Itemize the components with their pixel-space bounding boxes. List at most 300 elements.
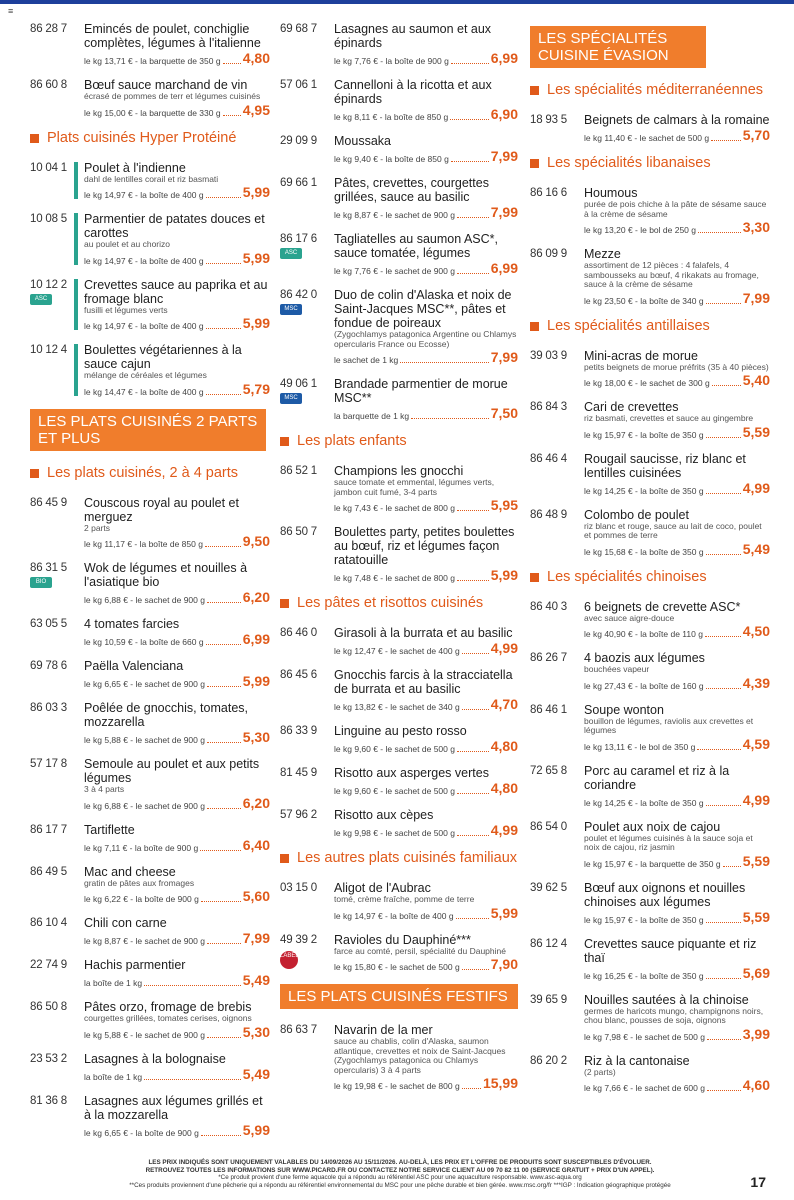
- product-price: 7,99: [490, 204, 518, 220]
- product-code: 86 46 0: [280, 627, 317, 639]
- product-description: courgettes grillées, tomates cerises, oignons: [84, 1013, 252, 1023]
- product-name: Houmous: [584, 186, 638, 200]
- price-row: [84, 51, 270, 66]
- unit-price: le kg 15,97 € - la barquette de 350 g: [584, 858, 721, 869]
- product-name: Ravioles du Dauphiné***: [334, 932, 471, 947]
- product-name: Girasoli à la burrata et au basilic: [334, 626, 513, 640]
- unit-price: le kg 9,60 € - le sachet de 500 g: [334, 786, 455, 796]
- product-code: 86 48 9: [530, 508, 567, 521]
- unit-price: le kg 15,80 € - le sachet de 500 g: [334, 962, 460, 972]
- price-row: [84, 185, 270, 200]
- unit-price: le kg 23,50 € - la boîte de 340 g: [584, 295, 704, 306]
- unit-price: le kg 9,60 € - le sachet de 500 g: [334, 744, 455, 754]
- dot-leader: [706, 554, 741, 555]
- dot-leader: [207, 943, 241, 944]
- product-name: Chili con carne: [84, 916, 167, 930]
- price-row: [84, 382, 270, 397]
- price-row: [334, 739, 518, 754]
- unit-price: le kg 13,11 € - le bol de 350 g: [584, 741, 696, 752]
- product-price: 4,95: [242, 101, 270, 118]
- price-row: [84, 1067, 270, 1082]
- price-row: [584, 854, 770, 869]
- product-price: 5,49: [742, 540, 770, 557]
- product-item: [530, 993, 770, 1042]
- product-description: sauce tomate et emmental, légumes verts, jambon cuit fumé, 3-4 parts: [334, 477, 495, 497]
- product-name: Semoule au poulet et aux petits légumes: [84, 757, 260, 785]
- product-price: 4,70: [490, 696, 518, 712]
- dot-leader: [457, 580, 489, 581]
- section-heading: Les autres plats cuisinés familiaux: [280, 850, 518, 867]
- product-name: Mezze: [584, 247, 621, 261]
- product-description: bouillon de légumes, raviolis aux crevettes et légumes: [584, 715, 754, 735]
- dot-leader: [712, 385, 741, 386]
- unit-price: le kg 6,65 € - la boîte de 900 g: [84, 1127, 199, 1138]
- product-code: 86 20 2: [530, 1054, 567, 1067]
- product-price: 7,99: [490, 349, 518, 365]
- product-code: 57 17 8: [30, 758, 67, 770]
- product-item: [280, 808, 518, 838]
- product-item: [280, 933, 518, 973]
- product-price: 5,99: [490, 567, 518, 583]
- product-name: Mac and cheese: [84, 864, 176, 879]
- product-item: [280, 134, 518, 164]
- product-name: Mini-acras de morue: [584, 348, 698, 363]
- product-price: 5,59: [742, 852, 770, 869]
- product-name: Linguine au pesto rosso: [334, 724, 467, 738]
- dot-leader: [207, 686, 241, 687]
- dot-leader: [206, 263, 241, 264]
- price-row: [334, 641, 518, 656]
- product-item: [530, 186, 770, 235]
- square-bullet-icon: [530, 159, 539, 168]
- product-description: (2 parts): [584, 1066, 616, 1077]
- product-name: Aligot de l'Aubrac: [334, 881, 431, 895]
- unit-price: le kg 7,76 € - le sachet de 900 g: [334, 266, 455, 276]
- price-row: [84, 931, 270, 946]
- dot-leader: [144, 985, 241, 986]
- product-item: [280, 377, 518, 421]
- product-code: 86 42 0: [280, 289, 317, 301]
- square-bullet-icon: [280, 854, 289, 863]
- price-row: [334, 107, 518, 122]
- product-name: Poêlée de gnocchis, tomates, mozzarella: [84, 701, 248, 729]
- product-name: Emincés de poulet, conchiglie complètes, légumes à l'italienne: [84, 22, 261, 50]
- product-code: 81 45 9: [280, 767, 317, 779]
- price-row: [84, 103, 270, 118]
- unit-price: le kg 13,20 € - le bol de 250 g: [584, 225, 696, 235]
- product-item: [30, 659, 270, 689]
- category-bar: [74, 213, 78, 265]
- product-price: 5,79: [242, 380, 270, 397]
- unit-price: le kg 7,43 € - le sachet de 800 g: [334, 503, 455, 513]
- product-price: 7,99: [742, 289, 770, 306]
- product-price: 5,99: [242, 1121, 270, 1138]
- square-bullet-icon: [30, 134, 39, 143]
- msc-label-icon: MSC: [280, 393, 302, 404]
- unit-price: la boîte de 1 kg: [84, 978, 143, 988]
- product-item: [530, 937, 770, 981]
- price-row: [584, 1078, 770, 1093]
- dot-leader: [707, 1090, 741, 1091]
- price-row: [334, 823, 518, 838]
- product-code: 69 68 7: [280, 23, 317, 35]
- product-code: 86 33 9: [280, 725, 317, 737]
- product-item: [280, 288, 518, 365]
- dot-leader: [400, 362, 488, 363]
- dot-leader: [205, 546, 241, 547]
- product-price: 5,60: [242, 888, 270, 904]
- product-code: 86 16 6: [530, 187, 567, 199]
- legal-footer: [60, 1159, 740, 1189]
- product-item: [280, 1023, 518, 1091]
- product-description: écrasé de pommes de terr et légumes cuisinés: [84, 91, 261, 101]
- product-name: Porc au caramel et riz à la coriandre: [584, 763, 730, 792]
- product-item: [30, 757, 270, 811]
- product-item: [30, 865, 270, 905]
- product-code: 81 36 8: [30, 1094, 67, 1107]
- product-item: [530, 247, 770, 306]
- unit-price: le kg 5,88 € - le sachet de 900 g: [84, 1029, 205, 1040]
- dot-leader: [223, 115, 241, 116]
- dot-leader: [707, 1039, 741, 1040]
- product-description: poulet et légumes cuisinés à la sauce soja et noix de cajou, riz jasmin: [584, 832, 753, 852]
- product-price: 6,99: [490, 50, 518, 66]
- price-row: [334, 568, 518, 583]
- product-name: Crevettes sauce piquante et riz thaï: [584, 936, 757, 965]
- product-item: [280, 78, 518, 122]
- dot-leader: [706, 978, 741, 979]
- product-price: 5,99: [242, 184, 270, 200]
- unit-price: le kg 14,97 € - la boîte de 400 g: [84, 190, 204, 200]
- dot-leader: [462, 969, 489, 970]
- column-3: [530, 22, 770, 1105]
- product-price: 4,80: [242, 50, 270, 66]
- product-name: Wok de légumes et nouilles à l'asiatique bio: [84, 561, 248, 589]
- price-row: [84, 674, 270, 689]
- product-price: 5,30: [242, 1023, 270, 1040]
- dot-leader: [206, 394, 241, 395]
- product-code: 86 17 6: [280, 233, 317, 245]
- product-name: Boulettes party, petites boulettes au bœuf, riz et légumes façon ratatouille: [334, 525, 515, 567]
- price-row: [584, 910, 770, 925]
- section-heading: Les plats cuisinés, 2 à 4 parts: [30, 465, 270, 482]
- product-name: Soupe wonton: [584, 702, 664, 717]
- product-code: 10 12 4: [30, 344, 67, 356]
- price-row: [84, 730, 270, 745]
- product-description: fusilli et légumes verts: [84, 304, 168, 315]
- dot-leader: [706, 303, 741, 304]
- product-name: Hachis parmentier: [84, 958, 186, 972]
- asc-label-icon: ASC: [30, 294, 52, 305]
- product-price: 5,30: [242, 729, 270, 745]
- product-name: Pâtes, crevettes, courgettes grillées, sauce au basilic: [334, 176, 489, 204]
- dot-leader: [697, 749, 740, 750]
- product-code: 57 06 1: [280, 79, 317, 91]
- product-name: Crevettes sauce au paprika et au fromage blanc: [84, 277, 268, 306]
- unit-price: le kg 6,22 € - la boîte de 900 g: [84, 894, 199, 904]
- product-name: Risotto aux asperges vertes: [334, 766, 489, 780]
- dot-leader: [207, 742, 241, 743]
- price-row: [584, 128, 770, 143]
- section-banner: LES SPÉCIALITÉS CUISINE ÉVASION: [530, 26, 706, 68]
- product-code: 10 12 2: [30, 278, 67, 291]
- product-name: Bœuf sauce marchand de vin: [84, 78, 248, 92]
- label-rouge-icon: LABEL: [280, 951, 298, 969]
- dot-leader: [207, 602, 241, 603]
- product-description: assortiment de 12 pièces : 4 falafels, 4 sambousseks au bœuf, 4 rikakats au fromage, sauce à la crème de sésame: [584, 260, 759, 289]
- section-heading: Les spécialités chinoises: [530, 569, 770, 586]
- dot-leader: [207, 1037, 241, 1038]
- unit-price: le kg 7,98 € - le sachet de 500 g: [584, 1031, 705, 1042]
- product-name: Lasagnes aux légumes grillés et à la mozzarella: [84, 1093, 263, 1122]
- product-item: [280, 668, 518, 712]
- product-description: gratin de pâtes aux fromages: [84, 877, 195, 888]
- product-price: 5,59: [742, 908, 770, 925]
- product-item: [280, 464, 518, 513]
- product-name: Lasagnes à la bolognaise: [84, 1051, 226, 1066]
- product-item: [530, 881, 770, 925]
- product-price: 5,99: [490, 904, 518, 921]
- product-code: 49 39 2: [280, 933, 317, 946]
- section-heading: Plats cuisinés Hyper Protéiné: [30, 130, 270, 147]
- footer-line: RETROUVEZ TOUTES LES INFORMATIONS SUR WWW.PICARD.FR OU CONTACTEZ NOTRE SERVICE CLIENT AU 09 70 82 11 00 (SERVICE GRATUIT + PRIX D'UN APPEL).: [145, 1166, 655, 1174]
- dot-leader: [200, 850, 241, 851]
- price-row: [584, 373, 770, 388]
- product-code: 63 05 5: [30, 618, 67, 630]
- product-price: 3,99: [742, 1025, 770, 1042]
- unit-price: le kg 7,48 € - le sachet de 800 g: [334, 573, 455, 583]
- product-description: tomé, crème fraîche, pomme de terre: [334, 894, 475, 904]
- unit-price: le kg 10,59 € - la boîte de 660 g: [84, 637, 204, 647]
- product-code: 86 12 4: [530, 937, 567, 950]
- product-item: [30, 916, 270, 946]
- product-item: [30, 343, 270, 397]
- product-price: 4,99: [742, 791, 770, 808]
- product-item: [280, 626, 518, 656]
- unit-price: le kg 14,97 € - la boîte de 400 g: [84, 321, 204, 331]
- unit-price: la barquette de 1 kg: [334, 411, 410, 421]
- dot-leader: [206, 328, 241, 329]
- price-row: [584, 291, 770, 306]
- product-code: 86 60 8: [30, 79, 67, 91]
- product-code: 69 66 1: [280, 177, 317, 189]
- unit-price: le kg 8,87 € - le sachet de 900 g: [334, 210, 455, 220]
- category-bar: [74, 279, 78, 331]
- product-code: 86 46 4: [530, 452, 567, 465]
- price-row: [84, 838, 270, 853]
- product-price: 6,20: [242, 794, 270, 811]
- product-item: [280, 881, 518, 921]
- product-code: 10 04 1: [30, 161, 67, 174]
- product-item: [280, 724, 518, 754]
- dot-leader: [462, 1088, 481, 1089]
- dot-leader: [706, 805, 741, 806]
- product-code: 86 28 7: [30, 23, 67, 35]
- product-description: riz basmati, crevettes et sauce au gingembre: [584, 413, 754, 423]
- price-row: [84, 632, 270, 647]
- dot-leader: [457, 835, 489, 836]
- product-code: 23 53 2: [30, 1052, 67, 1065]
- product-price: 4,50: [742, 623, 770, 639]
- product-code: 86 54 0: [530, 820, 567, 833]
- price-row: [84, 973, 270, 988]
- price-row: [334, 781, 518, 796]
- price-row: [334, 906, 518, 921]
- dot-leader: [457, 751, 489, 752]
- dot-leader: [206, 644, 241, 645]
- product-description: mélange de céréales et légumes: [84, 370, 207, 380]
- product-name: Paëlla Valenciana: [84, 659, 184, 673]
- product-item: [530, 452, 770, 496]
- product-code: 39 62 5: [530, 881, 567, 894]
- product-price: 7,50: [490, 405, 518, 421]
- product-code: 10 08 5: [30, 213, 67, 225]
- product-description: 3 à 4 parts: [84, 784, 125, 794]
- product-description: purée de pois chiche à la pâte de sésame sauce à la crème de sésame: [584, 199, 767, 219]
- product-item: [530, 651, 770, 691]
- price-row: [584, 425, 770, 440]
- unit-price: le kg 14,25 € - la boîte de 350 g: [584, 797, 704, 808]
- price-row: [84, 251, 270, 266]
- dot-leader: [451, 161, 489, 162]
- product-price: 5,69: [742, 964, 770, 981]
- product-price: 4,60: [742, 1077, 770, 1093]
- product-code: 72 65 8: [530, 764, 567, 777]
- product-name: Boulettes végétariennes à la sauce cajun: [84, 343, 242, 371]
- section-banner: LES PLATS CUISINÉS FESTIFS: [280, 984, 518, 1009]
- price-row: [334, 205, 518, 220]
- product-price: 4,59: [742, 735, 770, 752]
- product-price: 6,90: [490, 106, 518, 122]
- footer-line: **Ces produits proviennent d'une pêcherie qui a répondu au référentiel environnemental du MSC pour une pêche durable et bien gérée. www.msc.org/fr ***IGP : Indication géographique protégée: [129, 1181, 671, 1189]
- dot-leader: [201, 1135, 241, 1136]
- product-name: Cari de crevettes: [584, 400, 679, 414]
- product-price: 6,99: [242, 631, 270, 647]
- product-code: 86 63 7: [280, 1024, 317, 1036]
- category-bar: [74, 162, 78, 200]
- footer-line: LES PRIX INDIQUÉS SONT UNIQUEMENT VALABLES DU 14/09/2026 AU 15/11/2026. AU-DELÀ, LES PRIX ET L'OFFRE DE PRODUITS SONT SUSCEPTIBLES D'ÉVOLUER.: [148, 1159, 652, 1166]
- product-price: 4,80: [490, 738, 518, 754]
- unit-price: le kg 14,97 € - la boîte de 400 g: [334, 910, 454, 921]
- dot-leader: [201, 901, 241, 902]
- product-code: 86 46 1: [530, 703, 567, 716]
- price-row: [584, 624, 770, 639]
- price-row: [84, 534, 270, 549]
- square-bullet-icon: [280, 599, 289, 608]
- section-heading: Les plats enfants: [280, 433, 518, 450]
- price-row: [334, 149, 518, 164]
- unit-price: le kg 6,88 € - le sachet de 900 g: [84, 595, 205, 605]
- section-heading: Les spécialités méditerranéennes: [530, 82, 770, 99]
- product-name: Riz à la cantonaise: [584, 1053, 690, 1068]
- unit-price: le kg 8,87 € - le sachet de 900 g: [84, 936, 205, 946]
- product-price: 5,99: [242, 673, 270, 689]
- product-code: 86 50 7: [280, 526, 317, 538]
- product-name: Navarin de la mer: [334, 1023, 433, 1037]
- product-name: Lasagnes au saumon et aux épinards: [334, 22, 492, 50]
- product-price: 15,99: [482, 1075, 518, 1091]
- section-heading: Les spécialités antillaises: [530, 318, 770, 335]
- product-item: [30, 1052, 270, 1082]
- product-price: 9,50: [242, 533, 270, 549]
- price-row: [584, 1027, 770, 1042]
- unit-price: le sachet de 1 kg: [334, 355, 399, 365]
- product-item: [530, 113, 770, 143]
- product-name: Moussaka: [334, 134, 391, 148]
- product-code: 39 03 9: [530, 349, 567, 362]
- product-price: 5,99: [242, 249, 270, 266]
- product-item: [280, 176, 518, 220]
- product-item: [530, 820, 770, 869]
- price-row: [334, 406, 518, 421]
- product-name: 4 tomates farcies: [84, 617, 180, 631]
- unit-price: le kg 9,98 € - le sachet de 500 g: [334, 828, 455, 838]
- product-price: 5,40: [742, 372, 770, 388]
- dot-leader: [207, 808, 241, 809]
- price-row: [84, 1025, 270, 1040]
- product-code: 86 03 3: [30, 702, 67, 714]
- product-item: [30, 496, 270, 550]
- price-row: [334, 957, 518, 972]
- product-item: [30, 161, 270, 201]
- product-price: 4,99: [490, 822, 518, 838]
- product-price: 5,59: [742, 423, 770, 440]
- dot-leader: [451, 63, 489, 64]
- price-row: [584, 481, 770, 496]
- product-price: 4,99: [490, 640, 518, 656]
- dot-leader: [706, 922, 741, 923]
- product-code: 86 84 3: [530, 401, 567, 413]
- product-description: farce au comté, persil, spécialité du Dauphiné: [334, 945, 506, 956]
- unit-price: le kg 9,40 € - la boîte de 850 g: [334, 154, 449, 164]
- asc-label-icon: ASC: [280, 248, 302, 259]
- product-code: 86 49 5: [30, 865, 67, 878]
- product-description: avec sauce aigre-douce: [584, 612, 675, 623]
- product-item: [530, 400, 770, 440]
- product-item: [30, 958, 270, 988]
- product-code: 86 45 6: [280, 669, 317, 681]
- product-name: Champions les gnocchi: [334, 464, 464, 478]
- product-item: [30, 617, 270, 647]
- product-name: Bœuf aux oignons et nouilles chinoises aux légumes: [584, 880, 746, 909]
- dot-leader: [457, 217, 489, 218]
- product-price: 5,99: [242, 315, 270, 331]
- product-item: [30, 1000, 270, 1040]
- dot-leader: [456, 918, 489, 919]
- product-description: (Zygochlamys patagonica Argentine ou Chlamys opercularis France ou Ecosse): [334, 329, 517, 349]
- product-name: Nouilles sautées à la chinoise: [584, 992, 749, 1007]
- price-row: [84, 1123, 270, 1138]
- top-bar: [0, 0, 794, 4]
- unit-price: le kg 15,68 € - la boîte de 350 g: [584, 546, 704, 557]
- product-code: 86 40 3: [530, 600, 567, 613]
- unit-price: le kg 12,47 € - le sachet de 400 g: [334, 646, 460, 656]
- unit-price: le kg 11,17 € - la boîte de 850 g: [84, 539, 203, 549]
- dot-leader: [706, 437, 741, 438]
- unit-price: le kg 5,88 € - le sachet de 900 g: [84, 735, 205, 745]
- product-item: [30, 823, 270, 853]
- square-bullet-icon: [280, 437, 289, 446]
- product-price: 6,20: [242, 589, 270, 605]
- product-item: [30, 1094, 270, 1138]
- product-item: [30, 78, 270, 118]
- price-row: [84, 316, 270, 331]
- unit-price: le kg 15,97 € - la boîte de 350 g: [584, 429, 704, 440]
- unit-price: le kg 7,66 € - le sachet de 600 g: [584, 1083, 705, 1093]
- product-item: [530, 703, 770, 752]
- product-price: 7,90: [490, 956, 518, 972]
- price-row: [584, 966, 770, 981]
